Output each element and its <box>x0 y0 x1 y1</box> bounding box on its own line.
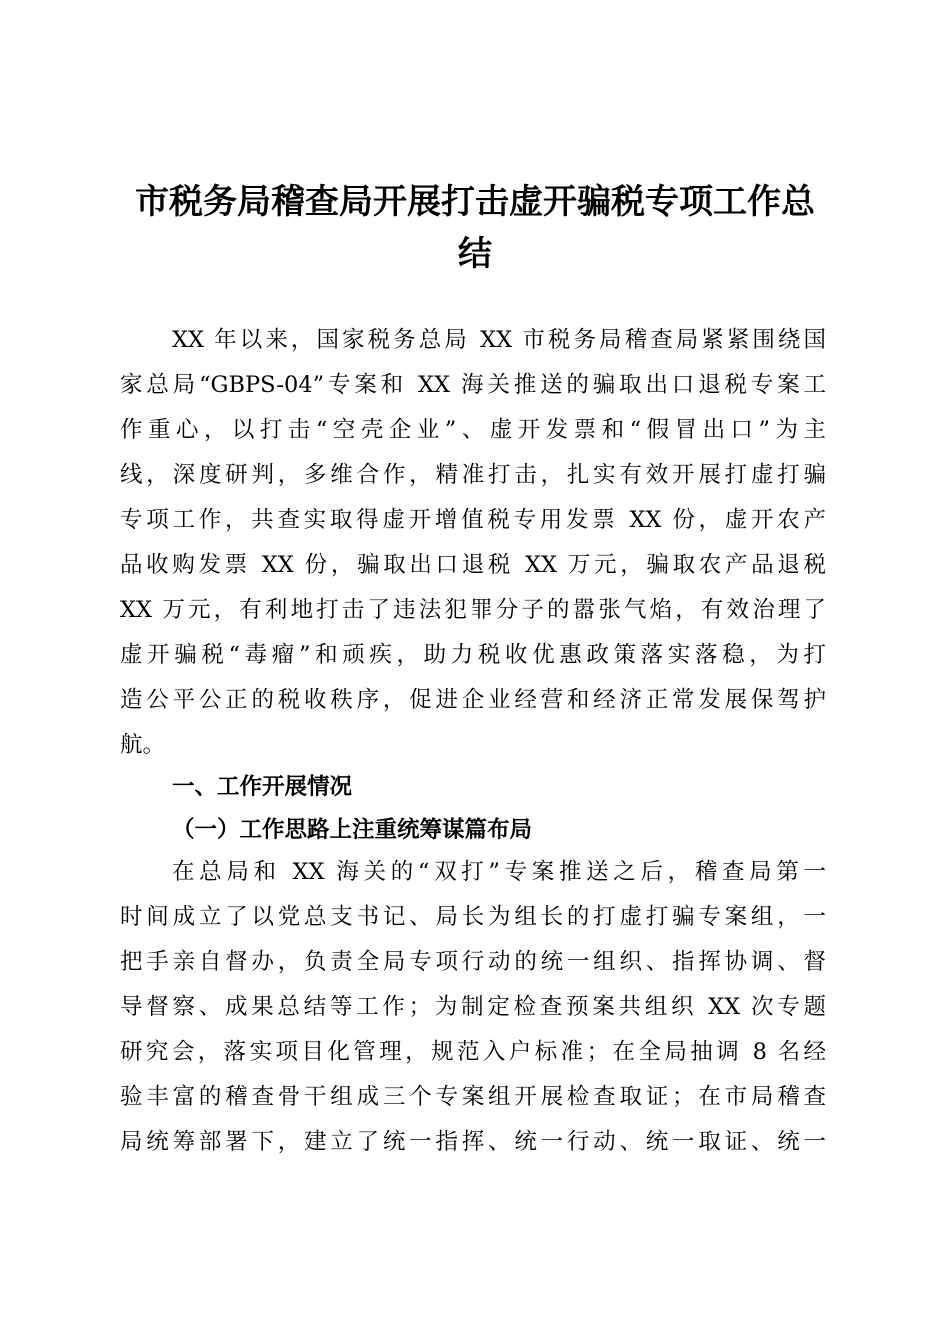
paragraph-line: XX 万元，有利地打击了违法犯罪分子的嚣张气焰，有效治理了 <box>120 597 826 623</box>
subsection-heading: （一）工作思路上注重统筹谋篇布局 <box>172 817 533 843</box>
paragraph-line: 把手亲自督办，负责全局专项行动的统一组织、指挥协调、督 <box>120 949 826 975</box>
paragraph-line: 家总局“GBPS-04”专案和 XX 海关推送的骗取出口退税专案工 <box>120 372 826 398</box>
title-line: 市税务局稽查局开展打击虚开骗税专项工作总 <box>135 182 815 222</box>
intro-paragraph <box>120 318 826 768</box>
paragraph-line: 验丰富的稽查骨干组成三个专案组开展检查取证；在市局稽查 <box>120 1084 826 1110</box>
section-paragraph <box>120 850 826 1165</box>
paragraph-line: 航。 <box>120 732 166 758</box>
paragraph-line: 导督察、成果总结等工作；为制定检查预案共组织 XX 次专题 <box>120 994 826 1020</box>
title-line: 结 <box>458 234 492 274</box>
paragraph-line: 作重心，以打击“空壳企业”、虚开发票和“假冒出口”为主 <box>120 417 826 443</box>
section-heading: 一、工作开展情况 <box>172 774 353 800</box>
paragraph-line: 线，深度研判，多维合作，精准打击，扎实有效开展打虚打骗 <box>120 462 826 488</box>
paragraph-line: 研究会，落实项目化管理，规范入户标准；在全局抽调 8 名经 <box>120 1039 826 1065</box>
paragraph-line: 专项工作，共查实取得虚开增值税专用发票 XX 份，虚开农产 <box>120 507 826 533</box>
paragraph-line: 在总局和 XX 海关的“双打”专案推送之后，稽查局第一 <box>172 859 826 885</box>
paragraph-line: 虚开骗税“毒瘤”和顽疾，助力税收优惠政策落实落稳，为打 <box>120 642 826 668</box>
paragraph-line: 局统筹部署下，建立了统一指挥、统一行动、统一取证、统一 <box>120 1129 826 1155</box>
document-title <box>110 176 840 280</box>
paragraph-line: XX 年以来，国家税务总局 XX 市税务局稽查局紧紧围绕国 <box>172 327 826 353</box>
paragraph-line: 品收购发票 XX 份，骗取出口退税 XX 万元，骗取农产品退税 <box>120 552 826 578</box>
paragraph-line: 时间成立了以党总支书记、局长为组长的打虚打骗专案组，一 <box>120 904 826 930</box>
paragraph-line: 造公平公正的税收秩序，促进企业经营和经济正常发展保驾护 <box>120 687 826 713</box>
